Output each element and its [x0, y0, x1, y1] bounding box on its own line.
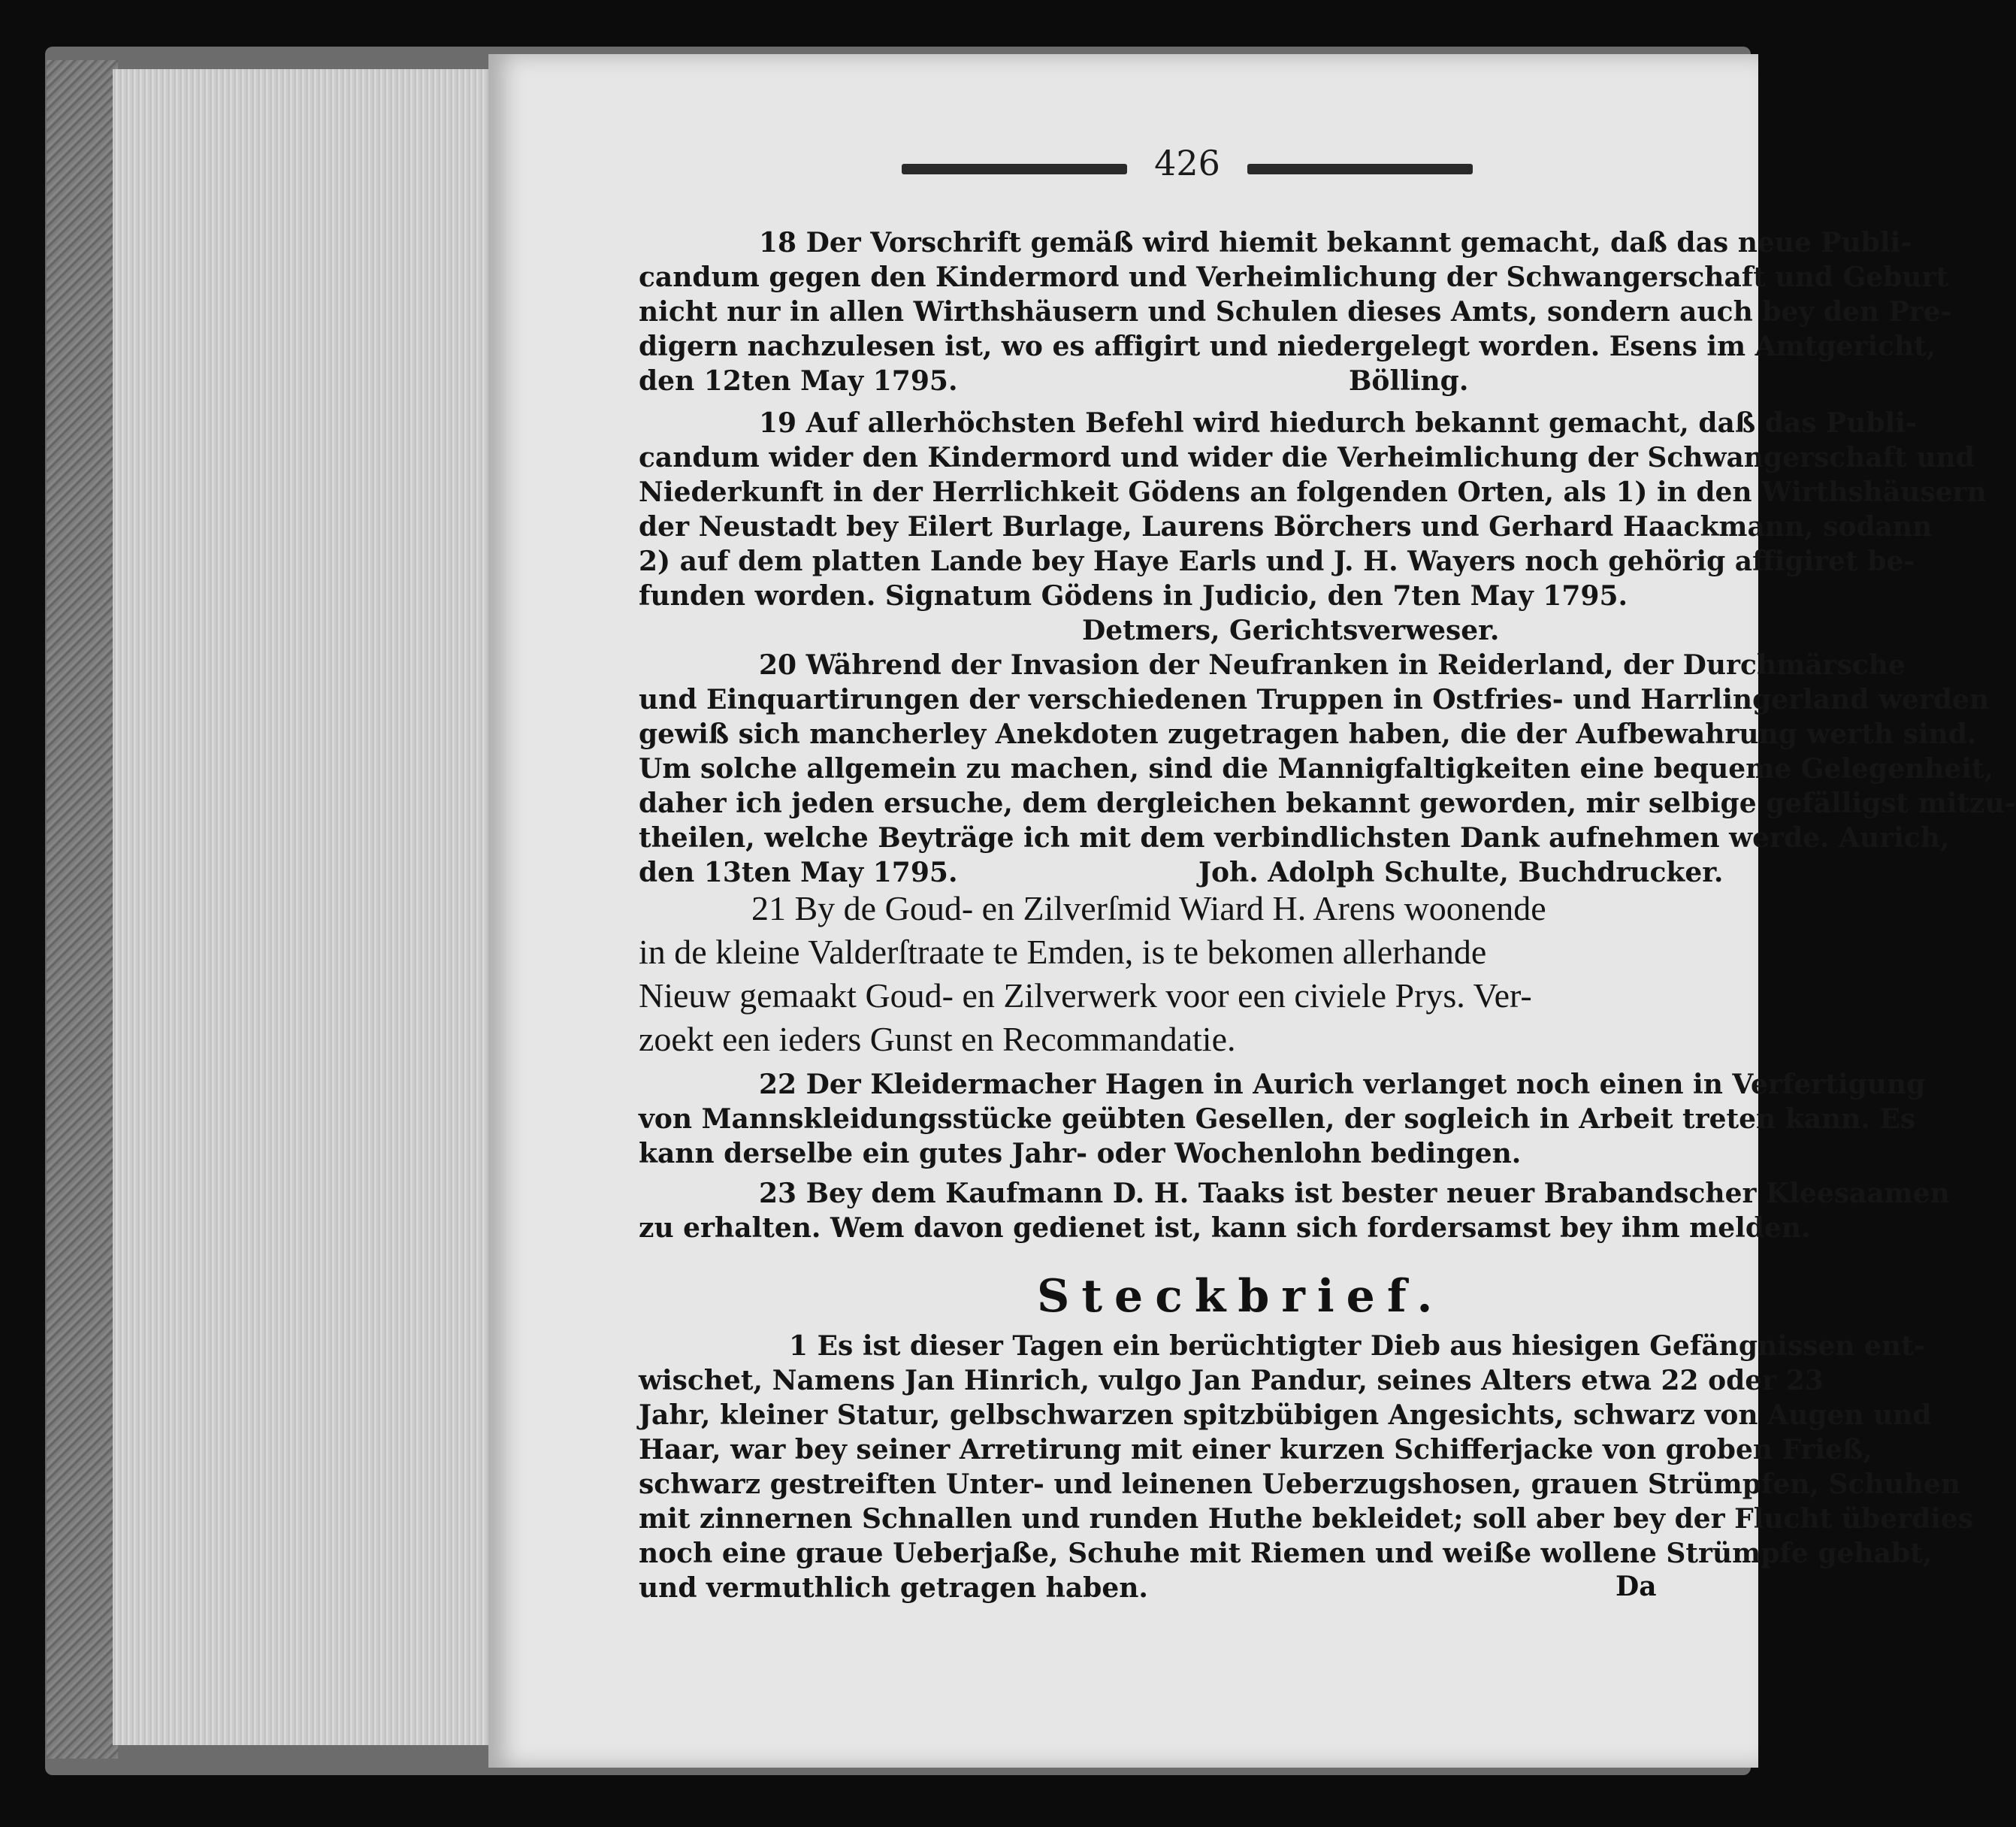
page-number: 426	[1154, 143, 1220, 183]
notice-23	[639, 1176, 1950, 1245]
notice-23-line: zu erhalten. Wem davon gedienet ist, kann sich fordersamst bey ihm melden.	[639, 1212, 1811, 1244]
notice-18-date: den 12ten May 1795.	[639, 365, 958, 397]
notice-22	[639, 1067, 1926, 1171]
steckbrief-line: Jahr, kleiner Statur, gelbschwarzen spitzbübigen Angesichts, schwarz von Augen und	[639, 1399, 1932, 1431]
steckbrief-line: 1 Es ist dieser Tagen ein berüchtigter Dieb aus hiesigen Gefängnissen ent-	[789, 1330, 1925, 1362]
notice-22-line: 22 Der Kleidermacher Hagen in Aurich verlanget noch einen in Verfertigung	[759, 1069, 1926, 1100]
notice-20-line: daher ich jeden ersuche, dem dergleichen bekannt geworden, mir selbige gefälligst mitzu-	[639, 788, 2016, 819]
notice-20-line: Um solche allgemein zu machen, sind die Mannigfaltigkeiten eine bequeme Gelegenheit,	[639, 753, 1994, 785]
notice-20	[639, 648, 2016, 890]
notice-20-last-line	[639, 855, 1724, 890]
notice-19-line: 2) auf dem platten Lande bey Haye Earls und J. H. Wayers noch gehörig affigiret be-	[639, 546, 1915, 577]
header-rule-right	[1247, 164, 1473, 174]
steckbrief-heading: Steckbrief.	[1037, 1270, 1445, 1323]
steckbrief-line: Haar, war bey seiner Arretirung mit einer kurzen Schifferjacke von groben Frieß,	[639, 1434, 1872, 1466]
notice-18-line: 18 Der Vorschrift gemäß wird hiemit bekannt gemacht, daß das neue Publi-	[759, 227, 1912, 259]
notice-19-line: der Neustadt bey Eilert Burlage, Laurens Börchers und Gerhard Haackmann, sodann	[639, 511, 1933, 543]
notice-19-signature: Detmers, Gerichtsverweser.	[1082, 615, 1500, 646]
notice-19-line: funden worden. Signatum Gödens in Judicio, den 7ten May 1795.	[639, 580, 1628, 612]
notice-18-line: candum gegen den Kindermord und Verheimlichung der Schwangerschaft und Geburt	[639, 262, 1949, 293]
notice-22-line: von Mannskleidungsstücke geübten Gesellen, der sogleich in Arbeit treten kann. Es	[639, 1103, 1916, 1135]
steckbrief-line: wischet, Namens Jan Hinrich, vulgo Jan Pandur, seines Alters etwa 22 oder 23	[639, 1365, 1824, 1396]
page-header	[902, 143, 1473, 195]
notice-18-line: nicht nur in allen Wirthshäusern und Schulen dieses Amts, sondern auch bey den Pre-	[639, 296, 1952, 328]
steckbrief-line: schwarz gestreiften Unter- und leinenen Ueberzugshosen, grauen Strümpfen, Schuhen	[639, 1469, 1961, 1500]
catchword: Da	[1616, 1571, 1657, 1602]
header-rule-left	[902, 164, 1127, 174]
notice-23-line: 23 Bey dem Kaufmann D. H. Taaks ist bester neuer Brabandscher Kleesaamen	[759, 1178, 1950, 1209]
steckbrief-line: und vermuthlich getragen haben.	[639, 1572, 1148, 1604]
notice-20-line: 20 Während der Invasion der Neufranken in Reiderland, der Durchmärsche	[759, 649, 1906, 681]
notice-19-line: candum wider den Kindermord und wider die Verheimlichung der Schwangerschaft und	[639, 442, 1975, 473]
notice-20-line: gewiß sich mancherley Anekdoten zugetragen haben, die der Aufbewahrung werth sind.	[639, 718, 1977, 750]
notice-18	[639, 225, 1952, 398]
notice-19-line: Niederkunft in der Herrlichkeit Gödens an folgenden Orten, als 1) in den Wirthshäusern	[639, 476, 1987, 508]
notice-20-signature: Joh. Adolph Schulte, Buchdrucker.	[1198, 857, 1724, 888]
notice-19-line: 19 Auf allerhöchsten Befehl wird hiedurch bekannt gemacht, daß das Publi-	[759, 407, 1917, 439]
notice-20-line: und Einquartirungen der verschiedenen Truppen in Ostfries- und Harrlingerland werden	[639, 684, 1990, 715]
notice-18-last-line	[639, 364, 1698, 398]
notice-18-signature: Bölling.	[1349, 365, 1469, 397]
page-edges	[113, 69, 488, 1745]
notice-21-line: 21 By de Goud- en Zilverſmid Wiard H. Arens woonende	[751, 889, 1546, 927]
notice-20-line: theilen, welche Beyträge ich mit dem verbindlichsten Dank aufnehmen werde. Aurich,	[639, 822, 1950, 854]
steckbrief-body	[639, 1329, 1974, 1605]
notice-19	[639, 406, 1987, 648]
notice-21-line: zoekt een ieders Gunst en Recommandatie.	[639, 1020, 1236, 1058]
marbled-page-edge	[47, 60, 118, 1759]
notice-20-date: den 13ten May 1795.	[639, 857, 958, 888]
notice-21-line: in de kleine Valderſtraate te Emden, is te bekomen allerhande	[639, 933, 1487, 971]
notice-21	[639, 887, 1698, 1061]
notice-18-line: digern nachzulesen ist, wo es affigirt und niedergelegt worden. Esens im Amtgericht,	[639, 331, 1936, 362]
notice-22-line: kann derselbe ein gutes Jahr- oder Wochenlohn bedingen.	[639, 1138, 1522, 1169]
steckbrief-line: noch eine graue Ueberjaße, Schuhe mit Riemen und weiße wollene Strümpfe gehabt,	[639, 1538, 1933, 1569]
steckbrief-line: mit zinnernen Schnallen und runden Huthe bekleidet; soll aber bey der Flucht überdies	[639, 1503, 1974, 1535]
notice-21-line: Nieuw gemaakt Goud- en Zilverwerk voor een civiele Prys. Ver-	[639, 976, 1532, 1015]
